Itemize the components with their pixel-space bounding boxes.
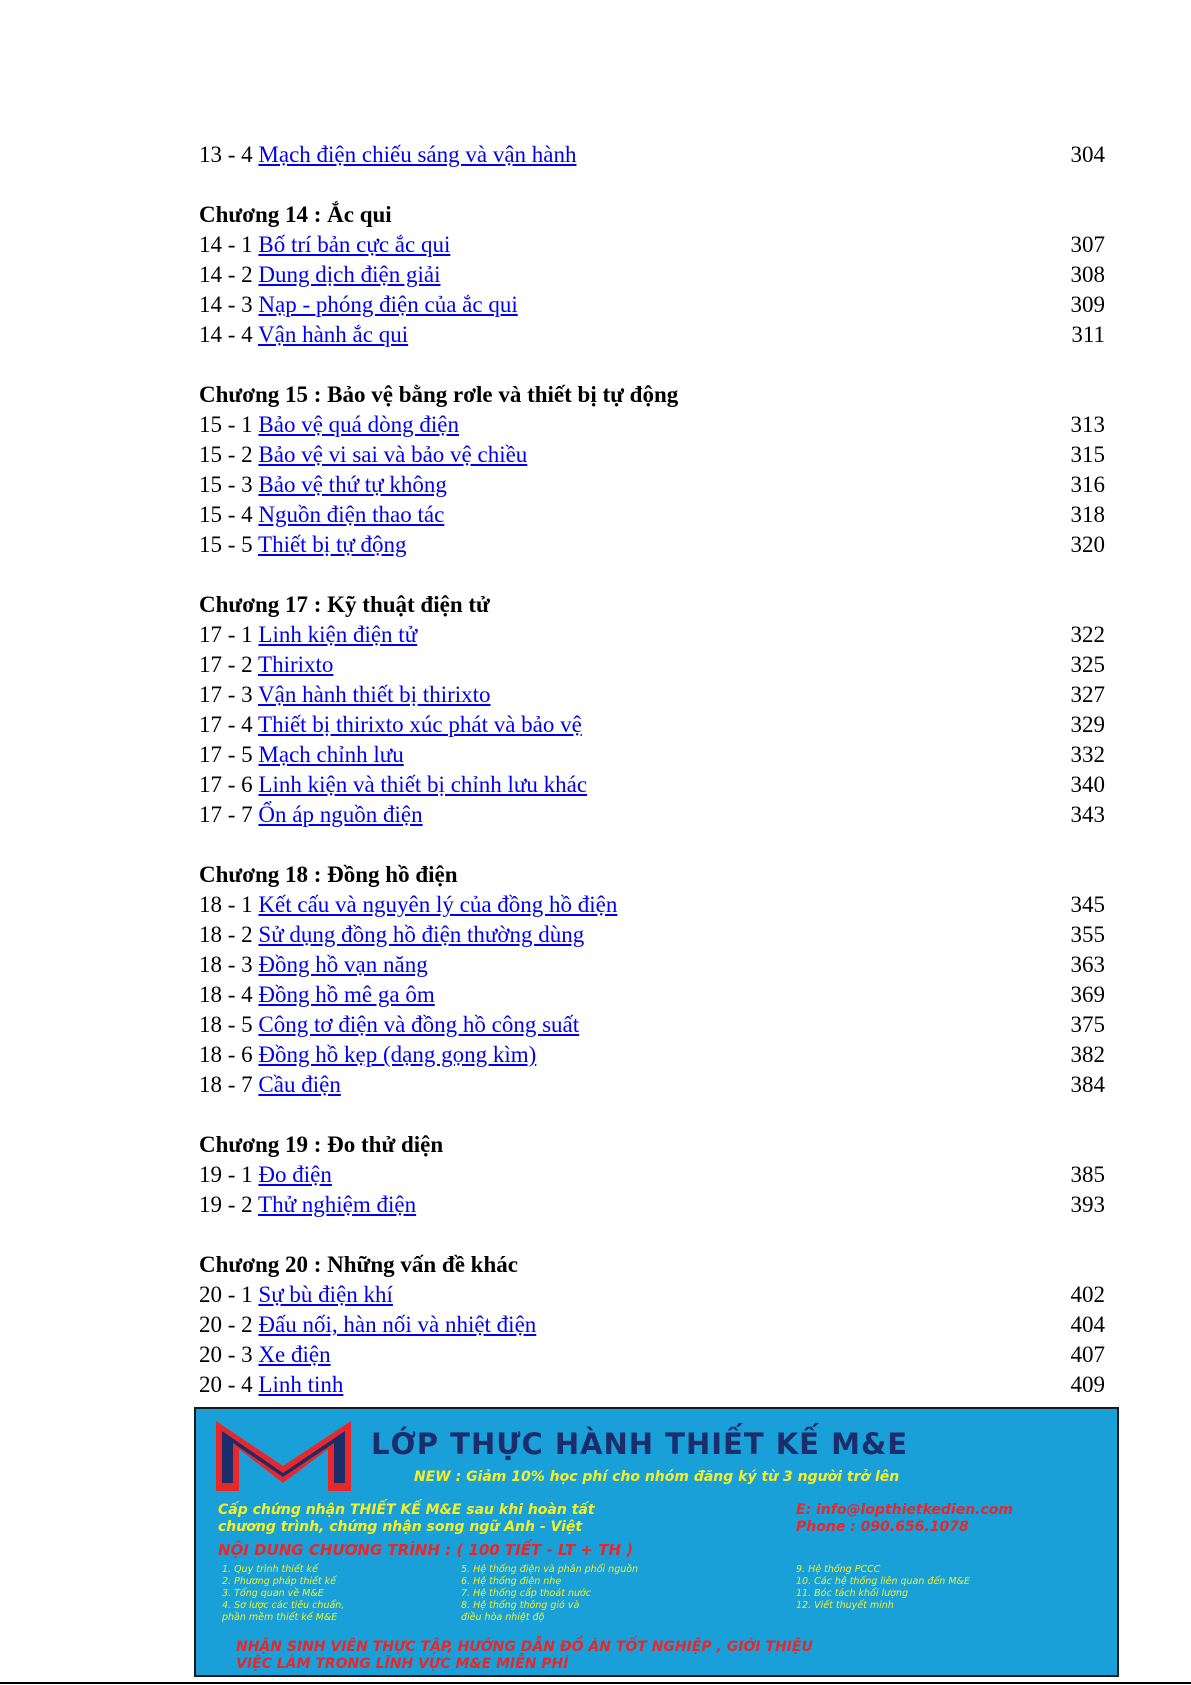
course-item: 1. Quy trình thiết kế <box>222 1564 318 1575</box>
toc-entry-link[interactable]: Nguồn điện thao tác <box>258 502 445 527</box>
toc-entry <box>199 740 1105 770</box>
chapter-heading: Chương 17 : Kỹ thuật điện tử <box>199 592 490 617</box>
toc-entry-number: 18 - 2 <box>199 922 253 947</box>
toc-entry-number: 17 - 6 <box>199 772 253 797</box>
toc-entry <box>199 1280 1105 1310</box>
toc-entry-link[interactable]: Ổn áp nguồn điện <box>258 802 423 827</box>
toc-entry-left <box>199 620 417 650</box>
toc-entry-link[interactable]: Đo điện <box>258 1162 332 1187</box>
m-logo-icon <box>216 1421 351 1491</box>
toc-entry-link[interactable]: Bảo vệ quá dòng điện <box>258 412 459 437</box>
toc-entry <box>199 530 1105 560</box>
toc-entry-number: 19 - 2 <box>199 1192 253 1217</box>
course-item: 7. Hệ thống cấp thoát nước <box>461 1588 592 1599</box>
toc-entry <box>199 770 1105 800</box>
course-item: phần mềm thiết kế M&E <box>222 1612 338 1623</box>
toc-entry-left <box>199 530 407 560</box>
course-item: 10. Các hệ thống liên quan đến M&E <box>796 1576 970 1587</box>
toc-entry-number: 20 - 2 <box>199 1312 253 1337</box>
toc-entry-link[interactable]: Xe điện <box>258 1342 331 1367</box>
toc-entry <box>199 1010 1105 1040</box>
toc-entry-number: 14 - 2 <box>199 262 253 287</box>
toc-entry-number: 18 - 6 <box>199 1042 253 1067</box>
toc-entry-link[interactable]: Nạp - phóng điện của ắc qui <box>258 292 518 317</box>
toc-entry-link[interactable]: Linh tinh <box>258 1372 344 1397</box>
toc-entry-page: 309 <box>1070 292 1105 317</box>
course-item: 11. Bóc tách khối lượng <box>796 1588 909 1599</box>
chapter-heading: Chương 14 : Ắc qui <box>199 202 392 227</box>
toc-entry-link[interactable]: Sử dụng đồng hồ điện thường dùng <box>258 922 585 947</box>
toc-entry-link[interactable]: Công tơ điện và đồng hồ công suất <box>258 1012 580 1037</box>
toc-entry-link[interactable]: Thử nghiệm điện <box>258 1192 417 1217</box>
toc-entry-left <box>199 1010 579 1040</box>
toc-entry <box>199 470 1105 500</box>
toc-entry-link[interactable]: Đồng hồ kẹp (dạng gọng kìm) <box>258 1042 537 1067</box>
course-item: 12. Viết thuyết minh <box>796 1600 894 1611</box>
toc-entry-page: 315 <box>1070 442 1105 467</box>
banner-certification <box>218 1502 758 1536</box>
toc-entry-number: 20 - 3 <box>199 1342 253 1367</box>
toc-entry-number: 14 - 4 <box>199 322 253 347</box>
toc-entry-link[interactable]: Sự bù điện khí <box>258 1282 393 1307</box>
toc-entry-left <box>199 1370 343 1400</box>
toc-entry-page: 384 <box>1070 1072 1105 1097</box>
banner-title: LỚP THỰC HÀNH THIẾT KẾ M&E <box>371 1427 909 1461</box>
toc-entry-page: 318 <box>1070 502 1105 527</box>
toc-entry-link[interactable]: Thirixto <box>258 652 334 677</box>
toc-entry-link[interactable]: Kết cấu và nguyên lý của đồng hồ điện <box>258 892 618 917</box>
contact-phone[interactable]: Phone : 090.656.1078 <box>796 1519 969 1535</box>
toc-entry-number: 17 - 5 <box>199 742 253 767</box>
toc-entry-number: 18 - 3 <box>199 952 253 977</box>
toc-entry-number: 13 - 4 <box>199 142 253 167</box>
toc-entry <box>199 290 1105 320</box>
toc-entry-left <box>199 890 617 920</box>
toc-entry-left <box>199 950 428 980</box>
toc-entry-left <box>199 920 584 950</box>
toc-entry-page: 363 <box>1070 952 1105 977</box>
toc-entry <box>199 1340 1105 1370</box>
toc-entry <box>199 800 1105 830</box>
toc-entry-page: 345 <box>1070 892 1105 917</box>
contact-email[interactable]: E: info@lopthietkedien.com <box>796 1502 1014 1518</box>
toc-entry <box>199 710 1105 740</box>
course-list <box>222 1564 344 1624</box>
toc-entry <box>199 980 1105 1010</box>
toc-entry <box>199 320 1105 350</box>
toc-entry-left <box>199 1160 332 1190</box>
table-of-contents <box>199 140 1105 1400</box>
banner-footer <box>236 1639 813 1673</box>
toc-entry <box>199 650 1105 680</box>
course-list <box>461 1564 638 1624</box>
toc-entry-page: 409 <box>1070 1372 1105 1397</box>
toc-entry <box>199 950 1105 980</box>
toc-entry-number: 20 - 4 <box>199 1372 253 1397</box>
toc-entry-link[interactable]: Vận hành thiết bị thirixto <box>258 682 491 707</box>
toc-entry <box>199 1370 1105 1400</box>
toc-entry-link[interactable]: Bố trí bản cực ắc qui <box>258 232 451 257</box>
toc-entry-number: 15 - 1 <box>199 412 253 437</box>
chapter-heading: Chương 20 : Những vấn đề khác <box>199 1252 518 1277</box>
footer-line: VIỆC LÀM TRONG LĨNH VỰC M&E MIỄN PHÍ <box>236 1656 569 1672</box>
toc-entry-link[interactable]: Mạch chỉnh lưu <box>258 742 404 767</box>
toc-entry-link[interactable]: Linh kiện và thiết bị chỉnh lưu khác <box>258 772 588 797</box>
toc-entry-page: 340 <box>1070 772 1105 797</box>
chapter-heading: Chương 15 : Bảo vệ bằng rơle và thiết bị tự động <box>199 382 679 407</box>
toc-entry-number: 18 - 1 <box>199 892 253 917</box>
course-item: 8. Hệ thống thông gió và <box>461 1600 580 1611</box>
advertisement-banner[interactable] <box>194 1407 1119 1677</box>
toc-entry <box>199 620 1105 650</box>
toc-entry-page: 407 <box>1070 1342 1105 1367</box>
toc-entry-page: 343 <box>1070 802 1105 827</box>
toc-entry-page: 332 <box>1070 742 1105 767</box>
toc-entry <box>199 410 1105 440</box>
toc-entry-left <box>199 1070 341 1100</box>
toc-entry-number: 17 - 3 <box>199 682 253 707</box>
toc-entry-left <box>199 1280 393 1310</box>
toc-entry-number: 19 - 1 <box>199 1162 253 1187</box>
toc-entry-number: 17 - 1 <box>199 622 253 647</box>
toc-entry <box>199 500 1105 530</box>
toc-entry <box>199 260 1105 290</box>
toc-entry-link[interactable]: Cầu điện <box>258 1072 341 1097</box>
toc-entry-number: 18 - 5 <box>199 1012 253 1037</box>
toc-entry-left <box>199 800 423 830</box>
toc-entry-left <box>199 260 440 290</box>
toc-entry-number: 15 - 5 <box>199 532 253 557</box>
toc-entry <box>199 440 1105 470</box>
footer-line: NHẬN SINH VIÊN THỰC TẬP, HƯỚNG DẪN ĐỒ ÁN TỐT NGHIỆP , GIỚI THIỆU <box>236 1639 813 1655</box>
toc-entry-page: 404 <box>1070 1312 1105 1337</box>
toc-entry <box>199 230 1105 260</box>
toc-entry-link[interactable]: Vận hành ắc qui <box>258 322 409 347</box>
toc-entry-page: 322 <box>1070 622 1105 647</box>
toc-entry-left <box>199 290 518 320</box>
banner-promo: NEW : Giảm 10% học phí cho nhóm đăng ký từ 3 người trở lên <box>414 1469 900 1485</box>
toc-entry-left <box>199 1040 536 1070</box>
toc-entry-link[interactable]: Đấu nối, hàn nối và nhiệt điện <box>258 1312 537 1337</box>
toc-entry <box>199 1160 1105 1190</box>
toc-entry-page: 325 <box>1070 652 1105 677</box>
course-item: 3. Tổng quan về M&E <box>222 1588 324 1599</box>
toc-entry-left <box>199 650 333 680</box>
toc-entry-number: 15 - 4 <box>199 502 253 527</box>
toc-entry-link[interactable]: Bảo vệ vi sai và bảo vệ chiều <box>258 442 528 467</box>
toc-entry-left <box>199 320 408 350</box>
toc-entry-page: 382 <box>1070 1042 1105 1067</box>
chapter-heading: Chương 19 : Đo thử diện <box>199 1132 444 1157</box>
toc-entry-page: 304 <box>1070 142 1105 167</box>
toc-entry-number: 14 - 1 <box>199 232 253 257</box>
toc-entry-number: 17 - 4 <box>199 712 253 737</box>
toc-entry-number: 17 - 7 <box>199 802 253 827</box>
toc-entry-page: 313 <box>1070 412 1105 437</box>
toc-entry-page: 369 <box>1070 982 1105 1007</box>
course-item: 5. Hệ thống điện và phân phối nguồn <box>461 1564 639 1575</box>
page-bottom-rule <box>0 1682 1191 1684</box>
toc-entry-left <box>199 770 587 800</box>
toc-entry <box>199 1040 1105 1070</box>
toc-entry <box>199 1190 1105 1220</box>
cert-line: Cấp chứng nhận THIẾT KẾ M&E sau khi hoàn tất <box>218 1502 595 1518</box>
toc-entry-number: 20 - 1 <box>199 1282 253 1307</box>
toc-entry <box>199 890 1105 920</box>
toc-entry-page: 329 <box>1070 712 1105 737</box>
toc-entry-left <box>199 1310 536 1340</box>
program-heading: NỘI DUNG CHƯƠNG TRÌNH : ( 100 TIẾT - LT + TH ) <box>218 1541 634 1559</box>
toc-entry-page: 375 <box>1070 1012 1105 1037</box>
toc-entry-left <box>199 1340 331 1370</box>
toc-entry-link[interactable]: Thiết bị tự động <box>258 532 407 557</box>
toc-entry-page: 307 <box>1070 232 1105 257</box>
toc-entry-left <box>199 440 527 470</box>
toc-entry <box>199 1070 1105 1100</box>
course-item: 9. Hệ thống PCCC <box>796 1564 881 1575</box>
toc-entry-left <box>199 500 444 530</box>
toc-entry-left <box>199 740 404 770</box>
toc-entry-page: 327 <box>1070 682 1105 707</box>
course-item: 2. Phương pháp thiết kế <box>222 1576 336 1587</box>
toc-entry-link[interactable]: Thiết bị thirixto xúc phát và bảo vệ <box>258 712 582 737</box>
banner-contact <box>796 1502 1013 1536</box>
toc-entry-link[interactable]: Dung dịch điện giải <box>258 262 441 287</box>
toc-entry-left <box>199 680 491 710</box>
toc-entry-left <box>199 470 447 500</box>
toc-entry-left <box>199 140 576 170</box>
toc-entry-number: 14 - 3 <box>199 292 253 317</box>
toc-entry-page: 355 <box>1070 922 1105 947</box>
toc-entry-link[interactable]: Bảo vệ thứ tự không <box>258 472 447 497</box>
toc-entry-number: 15 - 2 <box>199 442 253 467</box>
toc-entry-left <box>199 710 582 740</box>
toc-entry-link[interactable]: Đồng hồ mê ga ôm <box>258 982 435 1007</box>
course-item: 4. Sơ lược các tiêu chuẩn, <box>222 1600 345 1611</box>
toc-entry <box>199 1310 1105 1340</box>
toc-entry <box>199 140 1105 170</box>
toc-entry <box>199 920 1105 950</box>
chapter-heading: Chương 18 : Đồng hồ điện <box>199 862 458 887</box>
toc-entry-left <box>199 1190 416 1220</box>
toc-entry-page: 393 <box>1070 1192 1105 1217</box>
toc-entry-number: 15 - 3 <box>199 472 253 497</box>
toc-entry-number: 18 - 4 <box>199 982 253 1007</box>
course-list <box>796 1564 970 1612</box>
toc-entry-page: 320 <box>1070 532 1105 557</box>
toc-entry-page: 311 <box>1071 322 1105 347</box>
toc-entry-number: 17 - 2 <box>199 652 253 677</box>
toc-entry-page: 308 <box>1070 262 1105 287</box>
toc-entry-link[interactable]: Linh kiện điện tử <box>258 622 418 647</box>
course-item: 6. Hệ thống điện nhẹ <box>461 1576 562 1587</box>
toc-entry-number: 18 - 7 <box>199 1072 253 1097</box>
cert-line: chương trình, chứng nhận song ngữ Anh - Việt <box>218 1519 583 1535</box>
toc-entry-page: 316 <box>1070 472 1105 497</box>
toc-entry-left <box>199 230 450 260</box>
toc-entry-page: 385 <box>1070 1162 1105 1187</box>
toc-entry-link[interactable]: Đồng hồ vạn năng <box>258 952 428 977</box>
toc-entry-left <box>199 980 435 1010</box>
toc-entry-page: 402 <box>1070 1282 1105 1307</box>
toc-entry-left <box>199 410 459 440</box>
course-item: điều hòa nhiệt độ <box>461 1612 545 1623</box>
toc-entry <box>199 680 1105 710</box>
toc-entry-link[interactable]: Mạch điện chiếu sáng và vận hành <box>258 142 577 167</box>
